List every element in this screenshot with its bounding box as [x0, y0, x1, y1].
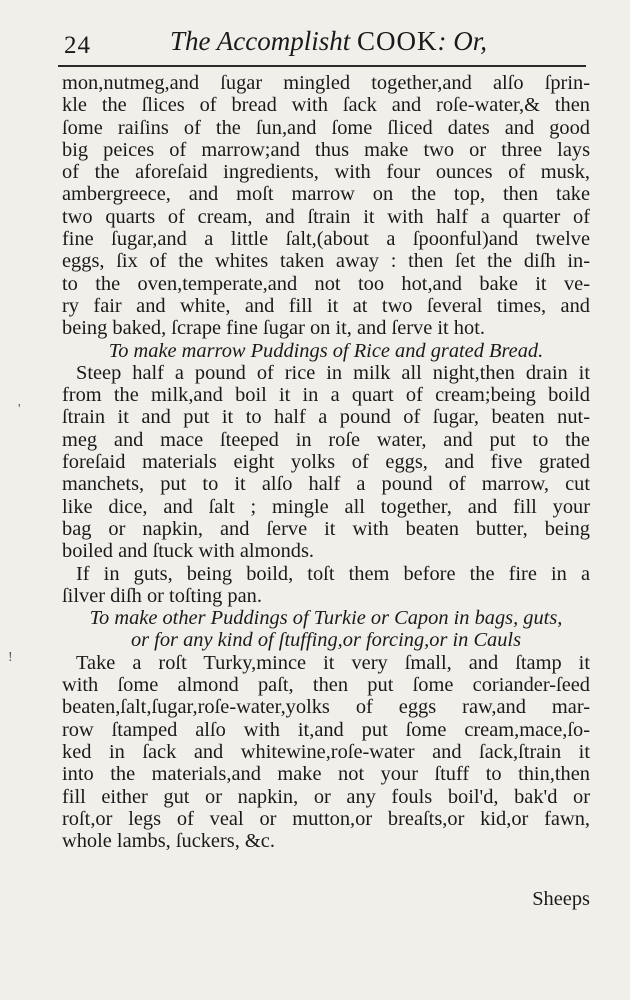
text-line: mon,nutmeg,and ſugar mingled together,and alſo ſprin- — [62, 72, 590, 94]
text-line: with ſome almond paſt, then put ſome coriander-ſeed — [62, 674, 590, 697]
text-line: Steep half a pound of rice in milk all night,then drain it — [76, 361, 590, 384]
text-line: If in guts, being boild, toſt them before the fire in a — [76, 562, 590, 585]
recipe-heading-marrow-puddings: To make marrow Puddings of Rice and grated Bread. — [108, 339, 544, 362]
running-title — [170, 26, 487, 57]
margin-mark: ' — [18, 402, 21, 417]
text-line: ked in ſack and whitewine,roſe-water and ſack,ſtrain it — [62, 740, 590, 763]
text-line: ſome raiſins of the ſun,and ſome ſliced dates and good — [62, 116, 590, 139]
text-line: being baked, ſcrape fine ſugar on it, and ſerve it hot. — [62, 317, 485, 340]
text-line: manchets, put to it alſo half a pound of marrow, cut — [62, 473, 590, 496]
text-line: two quarts of cream, and ſtrain it with half a quarter of — [62, 205, 590, 228]
header-rule — [58, 65, 586, 67]
recipe-heading-turkie-puddings-cont: or for any kind of ſtuffing,or forcing,or in Cauls — [130, 629, 522, 652]
text-line: roſt,or legs of veal or mutton,or breaſts,or kid,or fawn, — [62, 807, 590, 830]
text-line: into the materials,and make not your ſtuff to thin,then — [62, 763, 590, 786]
text-line: ſilver diſh or toſting pan. — [62, 584, 262, 607]
text-line: bag or napkin, and ſerve it with beaten butter, being — [62, 517, 590, 540]
text-line: like dice, and ſalt ; mingle all together, and fill your — [62, 495, 590, 518]
text-line: meg and mace ſteeped in roſe water, and put to the — [62, 428, 590, 451]
recipe-heading-turkie-puddings: To make other Puddings of Turkie or Capon in bags, guts, — [89, 607, 563, 630]
text-line: foreſaid materials eight yolks of eggs, and five grated — [62, 451, 590, 474]
text-line: whole lambs, ſuckers, &c. — [62, 830, 275, 853]
running-title-caps: COOK — [356, 26, 438, 56]
text-line: to the oven,temperate,and not too hot,and bake it ve- — [62, 272, 590, 295]
running-title-italic-start: The Accomplisht — [170, 26, 351, 56]
running-head — [58, 22, 588, 62]
text-line: from the milk,and boil it in a quart of cream;being boild — [62, 384, 590, 407]
text-line: ambergreece, and moſt marrow on the top, then take — [62, 183, 590, 206]
text-line: eggs, ſix of the whites taken away : then ſet the diſh in- — [62, 250, 590, 273]
text-line: Take a roſt Turky,mince it very ſmall, and ſtamp it — [76, 651, 590, 674]
recipe-text — [62, 72, 590, 852]
text-line: fill either gut or napkin, or any fouls boil'd, bak'd or — [62, 785, 590, 808]
text-line: fine ſugar,and a little ſalt,(about a ſpoonful)and twelve — [62, 228, 590, 251]
catchword: Sheeps — [532, 888, 590, 910]
text-line: beaten,ſalt,ſugar,roſe-water,yolks of eggs raw,and mar- — [62, 696, 590, 719]
text-line: ry fair and white, and fill it at two ſeveral times, and — [62, 294, 590, 317]
text-line: big peices of marrow;and thus make two or three lays — [62, 138, 590, 161]
text-line: ſtrain it and put it to half a pound of ſugar, beaten nut- — [62, 406, 590, 429]
text-line: kle the ſlices of bread with ſack and roſe-water,& then — [62, 94, 590, 117]
text-line: of the aforeſaid ingredients, with four ounces of musk, — [62, 161, 590, 184]
text-line: boiled and ſtuck with almonds. — [62, 540, 315, 563]
margin-mark: ! — [8, 650, 13, 665]
page-number: 24 — [64, 32, 91, 59]
text-line: row ſtamped alſo with it,and put ſome cream,mace,ſo- — [62, 718, 590, 741]
running-title-italic-end: : Or, — [437, 26, 488, 56]
